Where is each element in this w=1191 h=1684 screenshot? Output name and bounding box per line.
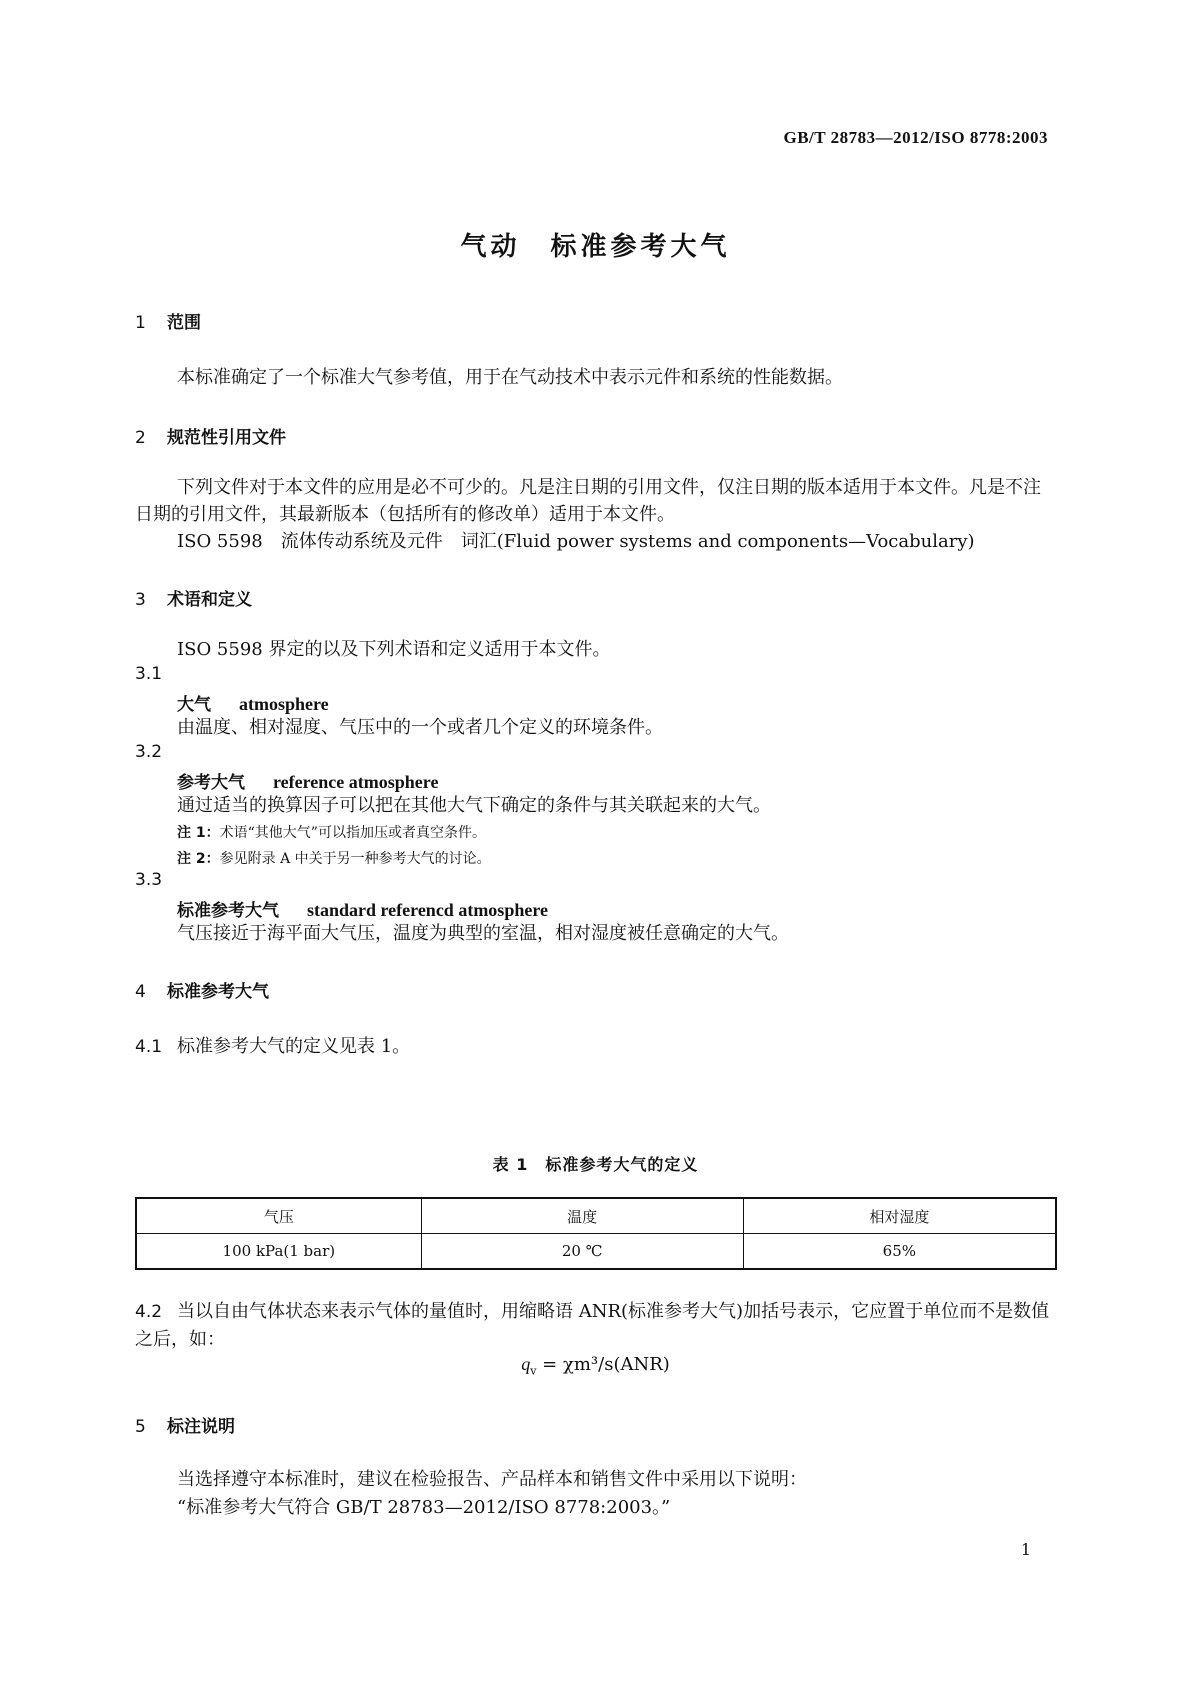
section-title: 范围 [167, 313, 201, 333]
term-3-1-number: 3.1 [135, 664, 163, 684]
section-5-quote: “标准参考大气符合 GB/T 28783—2012/ISO 8778:2003。” [177, 1497, 671, 1518]
section-number: 1 [135, 313, 146, 333]
table-header-cell: 气压 [136, 1198, 421, 1234]
table-cell: 100 kPa(1 bar) [136, 1234, 421, 1270]
term-3-1 [177, 690, 329, 715]
term-3-2-definition: 通过适当的换算因子可以把在其他大气下确定的条件与其关联起来的大气。 [177, 795, 771, 816]
term-3-3-number: 3.3 [135, 870, 163, 890]
page-number: 1 [1020, 1540, 1031, 1559]
clause-number: 4.2 [135, 1302, 163, 1322]
table-header-cell: 温度 [421, 1198, 743, 1234]
term-3-1-definition: 由温度、相对湿度、气压中的一个或者几个定义的环境条件。 [177, 717, 663, 738]
section-number: 5 [135, 1417, 146, 1437]
table-caption: 表 1 标准参考大气的定义 [492, 1155, 699, 1174]
section-number: 2 [135, 428, 146, 448]
section-title: 规范性引用文件 [167, 428, 286, 448]
section-5-heading [135, 1412, 235, 1437]
term-zh: 大气 [177, 695, 211, 715]
section-3-heading [135, 585, 252, 610]
section-2-heading [135, 423, 286, 448]
section-3-intro: ISO 5598 界定的以及下列术语和定义适用于本文件。 [177, 639, 611, 660]
clause-4-2 [135, 1298, 1057, 1353]
term-en: reference atmosphere [273, 772, 439, 792]
term-3-3 [177, 896, 548, 921]
table-header-row [136, 1198, 1056, 1234]
formula [0, 1354, 1191, 1378]
term-en: atmosphere [239, 694, 329, 714]
note-label: 注 2： [177, 851, 220, 867]
note-text: 术语“其他大气”可以指加压或者真空条件。 [219, 825, 486, 841]
table-header-cell: 相对湿度 [743, 1198, 1056, 1234]
table-row [136, 1234, 1056, 1270]
formula-lhs: q [521, 1354, 531, 1374]
note-text: 参见附录 A 中关于另一种参考大气的讨论。 [219, 851, 491, 867]
section-4-heading [135, 977, 269, 1002]
table-cell: 65% [743, 1234, 1056, 1270]
formula-rhs: = χm³/s(ANR) [536, 1354, 670, 1375]
section-title: 标准参考大气 [167, 982, 269, 1002]
note-2 [177, 848, 491, 868]
term-zh: 标准参考大气 [177, 901, 279, 921]
term-3-2 [177, 768, 438, 793]
clause-text: 当以自由气体状态来表示气体的量值时，用缩略语 ANR(标准参考大气)加括号表示，它应置于单位而不是数值之后，如： [135, 1301, 1050, 1350]
note-label: 注 1： [177, 825, 220, 841]
note-1 [177, 822, 486, 842]
term-3-2-number: 3.2 [135, 742, 163, 762]
section-number: 4 [135, 982, 146, 1002]
normative-reference: ISO 5598 流体传动系统及元件 词汇(Fluid power systems and components—Vocabulary) [177, 531, 975, 552]
term-en: standard referencd atmosphere [307, 900, 548, 920]
formula-subscript: v [530, 1364, 537, 1378]
table-cell: 20 ℃ [421, 1234, 743, 1270]
clause-number: 4.1 [135, 1037, 163, 1057]
document-title: 气动 标准参考大气 [460, 232, 731, 262]
clause-4-1 [135, 1032, 410, 1058]
standard-atmosphere-table [135, 1197, 1057, 1270]
term-zh: 参考大气 [177, 773, 245, 793]
section-1-text: 本标准确定了一个标准大气参考值，用于在气动技术中表示元件和系统的性能数据。 [177, 367, 843, 388]
section-5-text: 当选择遵守本标准时，建议在检验报告、产品样本和销售文件中采用以下说明： [177, 1469, 807, 1490]
term-3-3-definition: 气压接近于海平面大气压，温度为典型的室温，相对湿度被任意确定的大气。 [177, 923, 789, 944]
section-1-heading [135, 308, 201, 333]
standard-id-header: GB/T 28783—2012/ISO 8778:2003 [783, 128, 1048, 147]
section-2-text: 下列文件对于本文件的应用是必不可少的。凡是注日期的引用文件，仅注日期的版本适用于本文件。凡是不注日期的引用文件，其最新版本（包括所有的修改单）适用于本文件。 [135, 477, 1041, 525]
section-title: 术语和定义 [167, 590, 252, 610]
section-title: 标注说明 [167, 1417, 235, 1437]
section-number: 3 [135, 590, 146, 610]
clause-text: 标准参考大气的定义见表 1。 [177, 1036, 411, 1057]
